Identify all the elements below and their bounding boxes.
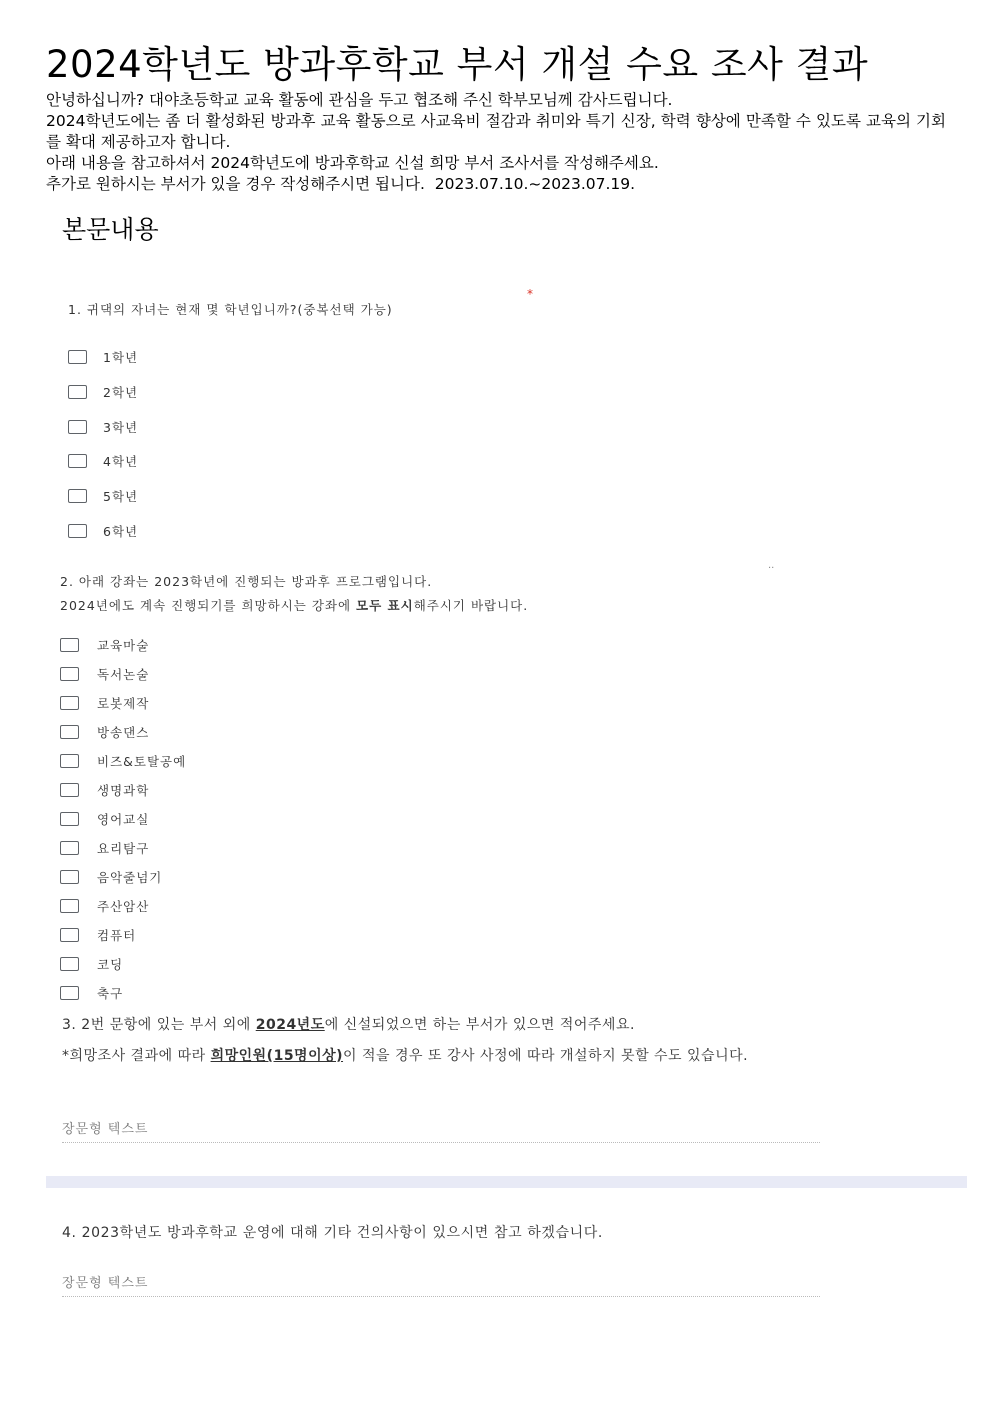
section-divider-band <box>46 1176 967 1188</box>
q2-option[interactable] <box>60 717 186 746</box>
checkbox[interactable] <box>60 754 79 768</box>
q2-option-label: 축구 <box>97 985 124 1001</box>
q2-option-label: 요리탐구 <box>97 840 150 856</box>
checkbox[interactable] <box>60 986 79 1000</box>
q3-label-post: 에 신설되었으면 하는 부서가 있으면 적어주세요. <box>324 1017 635 1033</box>
q2-option[interactable] <box>60 775 186 804</box>
checkbox[interactable] <box>68 489 87 503</box>
checkbox[interactable] <box>60 899 79 913</box>
q3-label <box>62 1014 932 1036</box>
q3-answer-placeholder: 장문형 텍스트 <box>62 1122 149 1137</box>
checkbox[interactable] <box>60 667 79 681</box>
checkbox[interactable] <box>60 696 79 710</box>
q1-option-label: 1학년 <box>103 350 139 366</box>
intro-line-4-text: 추가로 원하시는 부서가 있을 경우 작성해주시면 됩니다. <box>46 175 425 193</box>
checkbox[interactable] <box>68 524 87 538</box>
checkbox[interactable] <box>60 870 79 884</box>
q2-label-line-2 <box>60 596 528 614</box>
q2-option[interactable] <box>60 630 186 659</box>
q3-label-pre: 3. 2번 문항에 있는 부서 외에 <box>62 1017 256 1033</box>
q2-option[interactable] <box>60 688 186 717</box>
q2-label-pre: 2024년에도 계속 진행되기를 희망하시는 강좌에 <box>60 598 357 613</box>
page-title: 2024학년도 방과후학교 부서 개설 수요 조사 결과 <box>46 43 869 86</box>
q2-label-post: 해주시기 바랍니다. <box>413 598 529 613</box>
q3-note-post: 이 적을 경우 또 강사 사정에 따라 개설하지 못할 수도 있습니다. <box>343 1048 749 1064</box>
q1-option-label: 3학년 <box>103 419 139 435</box>
q3-block <box>62 1014 932 1067</box>
q2-option[interactable] <box>60 804 186 833</box>
q4-answer-field[interactable] <box>62 1272 820 1291</box>
q1-option-label: 4학년 <box>103 454 139 470</box>
checkbox[interactable] <box>60 841 79 855</box>
q1-option[interactable] <box>68 444 138 479</box>
intro-line-1: 안녕하십니까? 대야초등학교 교육 활동에 관심을 두고 협조해 주신 학부모님께 감사드립니다. <box>46 91 673 109</box>
q4-answer-placeholder: 장문형 텍스트 <box>62 1276 149 1291</box>
q1-option-label: 6학년 <box>103 523 139 539</box>
checkbox[interactable] <box>68 350 87 364</box>
q3-note-highlight: 희망인원(15명이상) <box>210 1048 344 1064</box>
q1-option[interactable] <box>68 409 138 444</box>
checkbox[interactable] <box>60 725 79 739</box>
q2-option-label: 로봇제작 <box>97 695 150 711</box>
q2-label-bold: 모두 표시 <box>356 598 414 613</box>
q2-option-label: 방송댄스 <box>97 724 150 740</box>
checkbox[interactable] <box>60 783 79 797</box>
checkbox[interactable] <box>68 454 87 468</box>
q2-option[interactable] <box>60 659 186 688</box>
checkbox[interactable] <box>60 957 79 971</box>
q2-option-label: 코딩 <box>97 956 124 972</box>
q4-answer-underline <box>62 1296 820 1297</box>
q2-option-label: 음악줄넘기 <box>97 869 163 885</box>
q2-option[interactable] <box>60 862 186 891</box>
q3-note-pre: *희망조사 결과에 따라 <box>62 1048 211 1064</box>
section-heading: 본문내용 <box>62 215 159 244</box>
q2-option-label: 생명과학 <box>97 782 150 798</box>
q2-option-label: 교육마술 <box>97 637 150 653</box>
checkbox[interactable] <box>60 812 79 826</box>
intro-line-4 <box>46 174 946 195</box>
q3-answer-underline <box>62 1142 820 1143</box>
checkbox[interactable] <box>60 638 79 652</box>
q1-options <box>68 340 138 548</box>
q4-label: 4. 2023학년도 방과후학교 운영에 대해 기타 건의사항이 있으시면 참고 하겠습니다. <box>62 1225 603 1241</box>
q2-option-label: 컴퓨터 <box>97 927 137 943</box>
q2-option-label: 비즈&토탈공예 <box>97 753 187 769</box>
q3-answer-field[interactable] <box>62 1118 820 1137</box>
q1-option-label: 5학년 <box>103 489 139 505</box>
q2-option[interactable] <box>60 978 186 1007</box>
q2-options <box>60 630 186 1007</box>
q2-option-label: 독서논술 <box>97 666 150 682</box>
checkbox[interactable] <box>68 385 87 399</box>
q2-option-label: 주산암산 <box>97 898 150 914</box>
q1-option[interactable] <box>68 375 138 410</box>
q3-note <box>62 1046 932 1067</box>
q1-option[interactable] <box>68 513 138 548</box>
q1-option[interactable] <box>68 479 138 514</box>
intro-line-3: 아래 내용을 참고하셔서 2024학년도에 방과후학교 신설 희망 부서 조사서를 작성해주세요. <box>46 154 659 172</box>
q2-option[interactable] <box>60 891 186 920</box>
q2-option-label: 영어교실 <box>97 811 150 827</box>
q1-option[interactable] <box>68 340 138 375</box>
q1-label: 1. 귀댁의 자녀는 현재 몇 학년입니까?(중복선택 가능) <box>68 302 393 317</box>
q2-option[interactable] <box>60 949 186 978</box>
q1-option-label: 2학년 <box>103 385 139 401</box>
q3-label-highlight: 2024년도 <box>255 1017 325 1033</box>
checkbox[interactable] <box>68 420 87 434</box>
q2-option[interactable] <box>60 746 186 775</box>
q2-option[interactable] <box>60 833 186 862</box>
q2-option[interactable] <box>60 920 186 949</box>
checkbox[interactable] <box>60 928 79 942</box>
intro-line-2: 2024학년도에는 좀 더 활성화된 방과후 교육 활동으로 사교육비 절감과 취미와 특기 신장, 학력 향상에 만족할 수 있도록 교육의 기회를 확대 제공하고자 합니다. <box>46 112 946 151</box>
corner-mark: .. <box>768 560 775 571</box>
q2-label-line-1: 2. 아래 강좌는 2023학년에 진행되는 방과후 프로그램입니다. <box>60 574 433 589</box>
required-mark: * <box>527 287 533 301</box>
intro-text <box>46 90 946 195</box>
survey-period: 2023.07.10.~2023.07.19. <box>434 175 636 193</box>
